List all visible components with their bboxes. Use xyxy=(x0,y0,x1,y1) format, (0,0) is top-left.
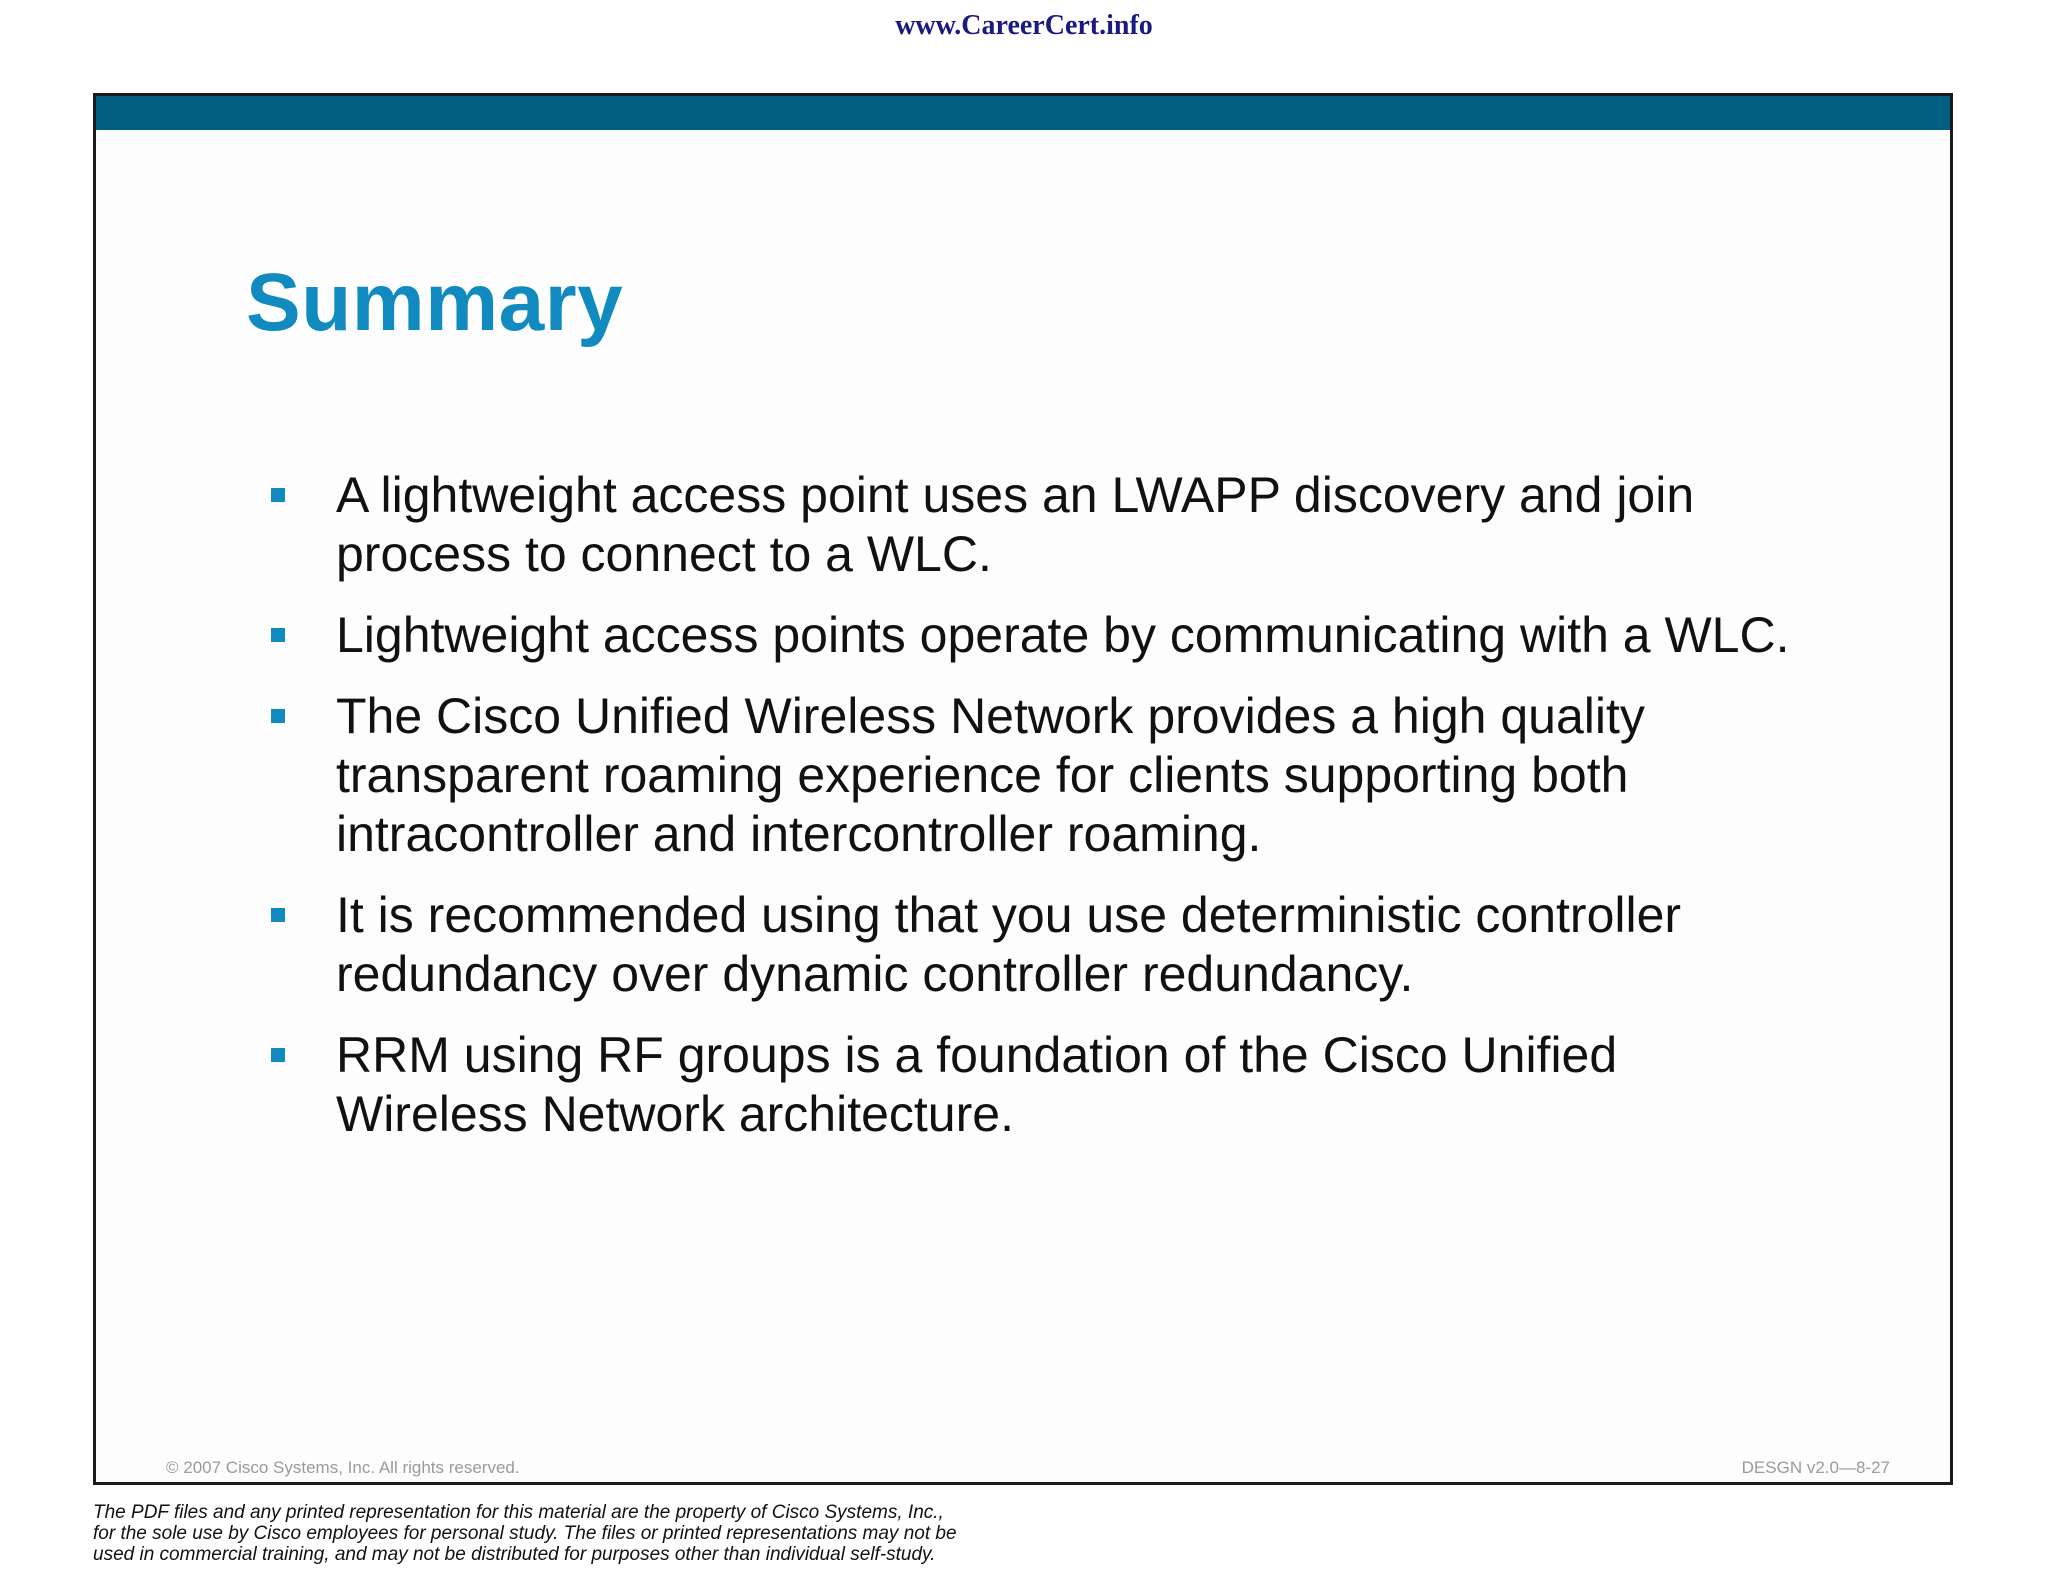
slide-title: Summary xyxy=(246,257,624,348)
disclaimer-line: for the sole use by Cisco employees for personal study. The files or printed representations may not be xyxy=(93,1523,957,1544)
bullet-text-line: Lightweight access points operate by communicating with a WLC. xyxy=(336,607,1790,663)
bullet-text-line: redundancy over dynamic controller redundancy. xyxy=(336,946,1414,1002)
disclaimer-line: The PDF files and any printed representation for this material are the property of Cisco Systems, Inc., xyxy=(93,1502,944,1523)
bullet-text-line: process to connect to a WLC. xyxy=(336,526,992,582)
square-bullet-icon xyxy=(271,488,285,502)
disclaimer xyxy=(93,1502,957,1565)
bullet-list xyxy=(271,466,1891,1166)
bullet-item xyxy=(271,886,1891,1004)
bullet-item xyxy=(271,466,1891,584)
bullet-item xyxy=(271,687,1891,864)
bullet-text-line: RRM using RF groups is a foundation of the Cisco Unified xyxy=(336,1027,1618,1083)
slide-id: DESGN v2.0—8-27 xyxy=(1741,1458,1890,1477)
square-bullet-icon xyxy=(271,709,285,723)
bullet-text-line: The Cisco Unified Wireless Network provides a high quality xyxy=(336,688,1645,744)
bullet-text-line: transparent roaming experience for clients supporting both xyxy=(336,747,1629,803)
bullet-item xyxy=(271,606,1891,665)
bullet-text-line: It is recommended using that you use deterministic controller xyxy=(336,887,1682,943)
slide xyxy=(93,93,1953,1485)
square-bullet-icon xyxy=(271,1048,285,1062)
site-header-link[interactable]: www.CareerCert.info xyxy=(895,10,1153,41)
slide-top-bar xyxy=(96,96,1950,130)
bullet-text-line: Wireless Network architecture. xyxy=(336,1086,1014,1142)
disclaimer-line: used in commercial training, and may not be distributed for purposes other than individual self-study. xyxy=(93,1544,936,1565)
copyright-notice: © 2007 Cisco Systems, Inc. All rights reserved. xyxy=(166,1458,520,1477)
square-bullet-icon xyxy=(271,908,285,922)
bullet-item xyxy=(271,1026,1891,1144)
bullet-text-line: intracontroller and intercontroller roaming. xyxy=(336,806,1262,862)
square-bullet-icon xyxy=(271,628,285,642)
bullet-text-line: A lightweight access point uses an LWAPP discovery and join xyxy=(336,467,1695,523)
